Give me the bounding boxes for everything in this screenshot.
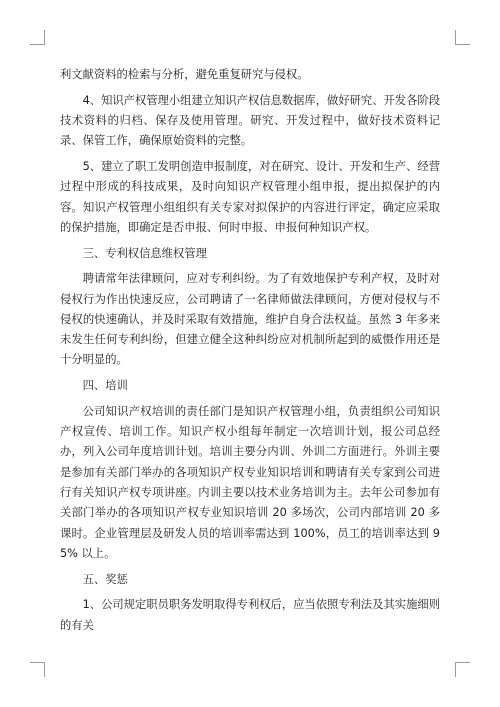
paragraph-continuation: 利文献资料的检索与分析，避免重复研究与侵权。 <box>60 68 309 81</box>
crop-mark-bottom-left <box>30 662 45 677</box>
document-body <box>60 65 440 641</box>
crop-mark-bottom-right <box>455 662 470 677</box>
paragraph-item-5: 5、建立了职工发明创造申报制度，对在研究、设计、开发和生产、经营过程中形成的科技成果，及时向知识产权管理小组申报，提出拟保护的内容。知识产权管理小组组织有关专家对拟保护的内容进行评定，确定应采取的保护措施，即确定是否申报、何时申报、申报何种知识产权。 <box>60 159 440 234</box>
section-heading-training: 四、培训 <box>82 379 128 393</box>
paragraph-item-4: 4、知识产权管理小组建立知识产权信息数据库，做好研究、开发各阶段技术资料的归档、保存及使用管理。研究、开发过程中，做好技术资料记录、保管工作，确保原始资料的完整。 <box>60 93 440 148</box>
paragraph-legal-counsel: 聘请常年法律顾问，应对专利纠纷。为了有效地保护专利产权，及时对侵权行为作出快速反应，公司聘请了一名律师做法律顾问，方便对侵权与不侵权的快速确认，并及时采取有效措施，维护自身合法权益。虽然 3 年多来未发生任何专利纠纷，但建立健全这种纠纷应对机制所起到的威慑作用还是十分明显的。 <box>60 272 440 367</box>
section-heading-patent-rights: 三、专利权信息维权管理 <box>82 246 207 260</box>
paragraph-training: 公司知识产权培训的责任部门是知识产权管理小组，负责组织公司知识产权宣传、培训工作。知识产权小组每年制定一次培训计划，报公司总经办，列入公司年度培训计划。培训主要分内训、外训二方面进行。外训主要是参加有关部门举办的各项知识产权专业知识培训和聘请有关专家到公司进行有关知识产权专项讲座。内训主要以技术业务培训为主。去年公司参加有关部门举办的各项知识产权专业知识培训 20 多场次，公司内部培训 20 多课时。企业管理层及研发人员的培训率需达到 100%，员工的培训率达到 95% 以上。 <box>60 404 440 560</box>
section-heading-rewards: 五、奖惩 <box>82 572 128 586</box>
crop-mark-top-left <box>30 30 45 45</box>
crop-mark-top-right <box>455 30 470 45</box>
paragraph-rewards-item-1: 1、公司规定职员职务发明取得专利权后，应当依照专利法及其实施细则的有关 <box>60 598 440 632</box>
